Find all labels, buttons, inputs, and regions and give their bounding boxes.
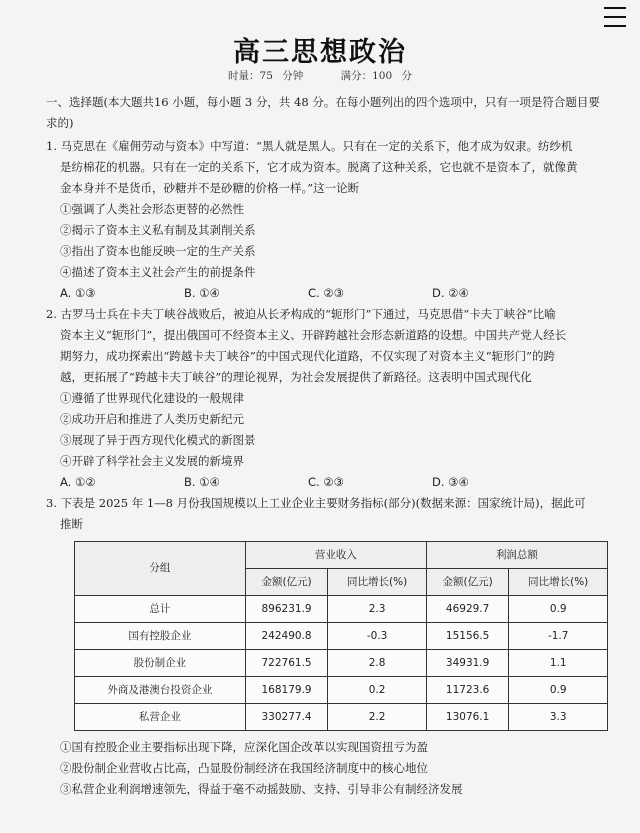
q1-stem-2: 是纺棉花的机器。只有在一定的关系下，它才成为资本。脱离了这种关系，它也就不是资本了，就像黄 — [60, 160, 578, 174]
q1-statement-3: ③指出了资本也能反映一定的生产关系 — [60, 244, 256, 258]
table-cell: 330277.4 — [245, 704, 328, 731]
q3-statement-2: ②股份制企业营收占比高，凸显股份制经济在我国经济制度中的核心地位 — [60, 761, 428, 775]
q3-stem-1: 3. 下表是 2025 年 1—8 月份我国规模以上工业企业主要财务指标(部分)(数据来源：国家统计局)，据此可 — [46, 496, 586, 510]
table-cell: 242490.8 — [245, 623, 328, 650]
q2-stem-3: 期努力，成功探索出“跨越卡夫丁峡谷”的中国式现代化道路，不仅实现了对资本主义“轭形门”的跨 — [60, 349, 556, 363]
q1-statement-4: ④描述了资本主义社会产生的前提条件 — [60, 265, 256, 279]
table-cell: 34931.9 — [426, 650, 509, 677]
q2-stem-1: 2. 古罗马士兵在卡夫丁峡谷战败后，被迫从长矛构成的“轭形门”下通过，马克思借“卡夫丁峡谷”比喻 — [46, 307, 556, 321]
table-cell: 0.9 — [509, 596, 608, 623]
finance-table — [74, 541, 608, 731]
table-cell: 0.2 — [328, 677, 427, 704]
table-cell: 722761.5 — [245, 650, 328, 677]
q1-option-b[interactable]: B. ①④ — [184, 286, 220, 300]
exam-content — [46, 92, 606, 800]
table-cell: 总计 — [75, 596, 246, 623]
q2-statement-4: ④开辟了科学社会主义发展的新境界 — [60, 454, 244, 468]
section-heading: 一、选择题(本大题共16 小题，每小题 3 分，共 48 分。在每小题列出的四个选项中，只有一项是符合题目要求的) — [46, 95, 600, 130]
q1-statement-1: ①强调了人类社会形态更替的必然性 — [60, 202, 244, 216]
table-cell: 13076.1 — [426, 704, 509, 731]
q3-statement-1: ①国有控股企业主要指标出现下降，应深化国企改革以实现国资扭亏为盈 — [60, 740, 428, 754]
q1-stem-3: 金本身并不是货币，砂糖并不是砂糖的价格一样。”这一论断 — [60, 181, 360, 195]
q1-stem-1: 1. 马克思在《雇佣劳动与资本》中写道：“黑人就是黑人。只有在一定的关系下，他才成为奴隶。纺纱机 — [46, 139, 573, 153]
table-cell: 1.1 — [509, 650, 608, 677]
page-title: 高三思想政治 — [233, 37, 407, 68]
table-cell: 0.9 — [509, 677, 608, 704]
q2-statement-1: ①遵循了世界现代化建设的一般规律 — [60, 391, 244, 405]
q2-statement-3: ③展现了异于西方现代化模式的新图景 — [60, 433, 256, 447]
table-cell: 外商及港澳台投资企业 — [75, 677, 246, 704]
table-cell: 私营企业 — [75, 704, 246, 731]
q2-option-b[interactable]: B. ①④ — [184, 475, 220, 489]
table-header-group: 分组 — [75, 542, 246, 596]
full-score: 满分：100 分 — [340, 70, 412, 82]
q1-option-c[interactable]: C. ②③ — [308, 286, 344, 300]
table-header-revenue: 营业收入 — [245, 542, 426, 569]
table-subheader-growth: 同比增长(%) — [328, 569, 427, 596]
q1-option-a[interactable]: A. ①③ — [60, 286, 96, 300]
table-cell: 11723.6 — [426, 677, 509, 704]
menu-icon[interactable] — [604, 4, 630, 30]
q2-option-c[interactable]: C. ②③ — [308, 475, 344, 489]
table-subheader-growth: 同比增长(%) — [509, 569, 608, 596]
table-cell: -0.3 — [328, 623, 427, 650]
q3-stem-2: 推断 — [60, 517, 83, 531]
table-row — [75, 704, 608, 731]
q1-statement-2: ②揭示了资本主义私有制及其剥削关系 — [60, 223, 256, 237]
table-cell: 2.2 — [328, 704, 427, 731]
table-row — [75, 623, 608, 650]
q2-option-a[interactable]: A. ①② — [60, 475, 96, 489]
table-cell: 896231.9 — [245, 596, 328, 623]
q3-statement-3: ③私营企业利润增速领先，得益于毫不动摇鼓励、支持、引导非公有制经济发展 — [60, 782, 463, 796]
table-cell: 15156.5 — [426, 623, 509, 650]
q2-options — [46, 472, 606, 493]
q1-options — [46, 283, 606, 304]
table-cell: 2.8 — [328, 650, 427, 677]
q2-stem-2: 资本主义“轭形门”，提出俄国可不经资本主义、开辟跨越社会形态新道路的设想。中国共产党人经长 — [60, 328, 567, 342]
q2-stem-4: 越，更拓展了“跨越卡夫丁峡谷”的理论视界，为社会发展提供了新路径。这表明中国式现代化 — [60, 370, 532, 384]
q2-option-d[interactable]: D. ③④ — [432, 475, 469, 489]
table-cell: 3.3 — [509, 704, 608, 731]
table-row — [75, 650, 608, 677]
exam-meta — [0, 68, 640, 83]
table-header-profit: 利润总额 — [426, 542, 607, 569]
time-limit: 时量：75 分钟 — [228, 70, 304, 82]
table-row — [75, 596, 608, 623]
table-subheader-amount: 金额(亿元) — [245, 569, 328, 596]
table-subheader-amount: 金额(亿元) — [426, 569, 509, 596]
table-cell: 国有控股企业 — [75, 623, 246, 650]
q2-statement-2: ②成功开启和推进了人类历史新纪元 — [60, 412, 244, 426]
q1-option-d[interactable]: D. ②④ — [432, 286, 469, 300]
table-row — [75, 677, 608, 704]
table-cell: 46929.7 — [426, 596, 509, 623]
table-cell: 2.3 — [328, 596, 427, 623]
table-cell: -1.7 — [509, 623, 608, 650]
table-cell: 股份制企业 — [75, 650, 246, 677]
table-cell: 168179.9 — [245, 677, 328, 704]
